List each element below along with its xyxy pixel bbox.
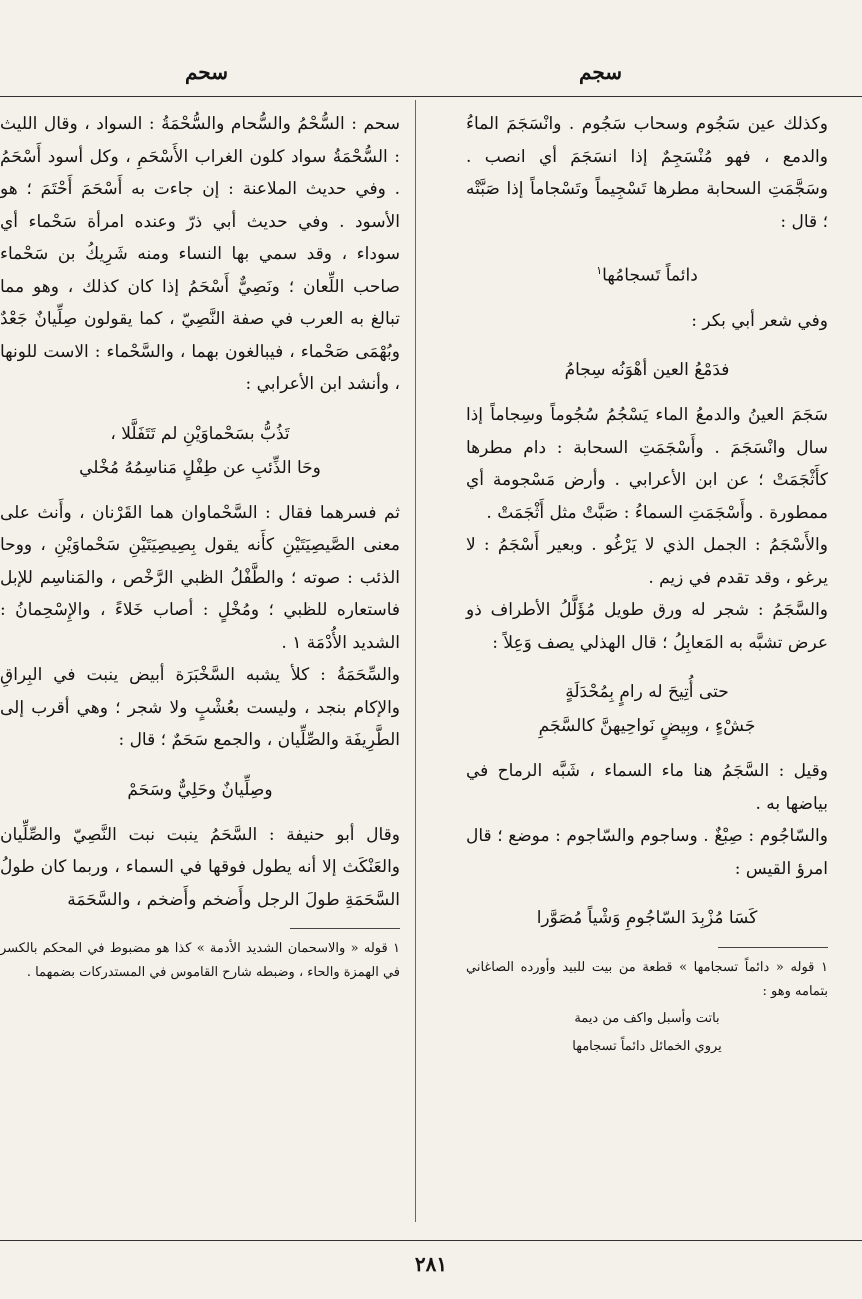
footnote: ١ قوله « دائماً تسجامها » قطعة من بيت للبيد وأورده الصاغاني بتمامه وهو : [466, 960, 828, 1000]
verse-line: كَسَا مُزْبِدَ السّاجُومِ وَشْياً مُصَوَّرا [536, 908, 758, 929]
verse-line: جَشْءٍ ، وبِيضٍ نَواحِيهنَّ كالسَّجَمِ [538, 716, 756, 737]
entry-paragraph: وقال أبو حنيفة : السَّحَمُ ينبت نبت النَّصِيّ والصِّلِّيان والعَنْكَث إلا أنه يطول فوقها في السماء ، وربما كان طولُ السَّحَمَةِ طولَ الرجل وأَضخم وأَضخم ، والسَّحَمَة [0, 824, 400, 910]
verse-line: تَذُبُّ بسَحْماوَيْنِ لم تَتَفَلَّلا ، [110, 423, 290, 444]
entry-paragraph: وقيل : السَّجَمُ هنا ماء السماء ، شَبَّه الرماح في بياضها به . [466, 761, 828, 814]
verse [0, 773, 400, 807]
entry-paragraph: سَجَمَ العينُ والدمعُ الماء يَسْجُمُ سُجُوماً وسِجاماً إذا سال وانْسَجَمَ . وأَسْجَمَتِ السحابة : دام مطرها كأَثْجَمَتْ ؛ عن ابن الأعرابي . وأرض مَسْجومة أي ممطورة . وأَسْجَمَتِ السماءُ : صَبَّتْ مثل أَثْجَمَتْ . [466, 405, 828, 523]
entry-paragraph: سحم : السُّحْمُ والسُّحام والسُّحْمَةُ : السواد ، وقال الليث : السُّحْمَةُ سواد كلون الغراب الأَسْحَمِ ، وكل أسود أَسْحَمُ . وفي حديث الملاعنة : إن جاءت به أَسْحَمَ أَحْتَمَ ؛ هو الأسود . وفي حديث أبي ذرّ وعنده امرأة سَحْماء أي سوداء ، وقد سمي بها النساء ومنه شَرِيكُ بن سَحْماء صاحب اللِّعان ؛ ونَصِيٌّ أَسْحَمُ إذا كان كذلك ، وهو مما تبالغ به العرب في صفة النَّصِيّ ، كما يقولون صِلِّيانٌ جَعْدٌ وبُهْمَى صَحْماء ، فيبالغون بهما ، والسَّحْماء : الاست للونها ، وأنشد ابن الأعرابي : [0, 114, 400, 394]
entry-paragraph: وفي شعر أبي بكر : [691, 310, 828, 331]
footnote-rule [718, 947, 828, 948]
verse [466, 675, 828, 743]
verse [0, 417, 400, 485]
running-head-right: سجم [579, 60, 622, 84]
entry-paragraph: والسَّجَمُ : شجر له ورق طويل مُؤَلَّلُ الأطراف ذو عرض تشبَّه به المَعابِلُ ؛ قال الهذلي يصف وَعِلاً : [466, 600, 828, 653]
verse [466, 353, 828, 387]
verse [466, 254, 828, 293]
entry-paragraph: ثم فسرهما فقال : السَّحْماوان هما القَرْنان ، وأَنث على معنى الصَّيصِيَتَيْنِ كأَنه يقول بِصِيصِيَتَيْنِ سَحْماوَيْنِ ، ووحا الذئب : صوته ؛ والطَّفْلُ الظبي الرَّخْص ، والمَناسِم للإبل فاستعاره للظبي ؛ ومُخْلٍ : أصاب خَلاءً ، والإِسْحِمانُ : الشديد الأُدْمَة ١ . [0, 502, 400, 653]
verse [466, 901, 828, 935]
verse-line: وحَا الذِّئبِ عن طِفْلٍ مَناسِمُهُ مُخْلي [79, 457, 321, 478]
left-column [0, 108, 400, 985]
right-column [466, 108, 828, 1060]
footnote: ١ قوله « والاسحمان الشديد الأدمة » كذا هو مضبوط في المحكم بالكسر في الهمزة والحاء ، وضبطه شارح القاموس في المستدركات بضمهما . [0, 941, 400, 980]
entry-paragraph: والأَسْجَمُ : الجمل الذي لا يَرْغُو . وبعير أَسْجَمُ : لا يرغو ، وقد تقدم في زيم . [466, 535, 828, 588]
entry-paragraph: والسِّحَمَةُ : كلأ يشبه السَّخْبَرَة أبيض ينبت في البِراقِ والإكام بنجد ، وليست بعُشْبٍ ولا شجر ؛ وهي أقرب إلى الطَّرِيفَة والصِّلِّيان ، والجمع سَحَمٌ ؛ قال : [0, 665, 400, 750]
verse-line: وصِلِّيانٌ وحَلِيٌّ وسَحَمْ [127, 779, 273, 800]
footnote-verse-line: باتت وأسبل واكف من ديمة [574, 1011, 720, 1027]
verse-line: دائماً تَسجامُها [602, 265, 698, 286]
verse-line: حتى أُتِيحَ له رامٍ بِمُحْدَلَةٍ [565, 682, 729, 703]
footnote-verse-line: يروي الخمائل دائماً تسجامها [572, 1039, 722, 1055]
entry-paragraph: وكذلك عين سَجُوم وسحاب سَجُوم . وانْسَجَمَ الماءُ والدمع ، فهو مُنْسَجِمٌ إذا انسَجَمَ أي انصب . وسَجَّمَتِ السحابة مطرها تَسْجِيماً وتَسْجاماً إذا صَبَّتْه ؛ قال : [466, 114, 828, 232]
page-number: ٢٨١ [414, 1252, 448, 1276]
entry-paragraph: والسّاجُوم : صِبْغٌ . وساجوم والسّاجوم : موضع ؛ قال امرؤ القيس : [466, 826, 828, 879]
footnote-marker: ١ [596, 264, 603, 277]
column-divider [415, 100, 416, 1222]
verse-line: فدَمْعُ العين أهْوَنُه سِجامُ [564, 360, 730, 381]
header-rule [0, 96, 862, 97]
footnote-rule [290, 928, 400, 929]
running-head-left: سحم [185, 60, 228, 84]
footer-rule [0, 1240, 862, 1241]
